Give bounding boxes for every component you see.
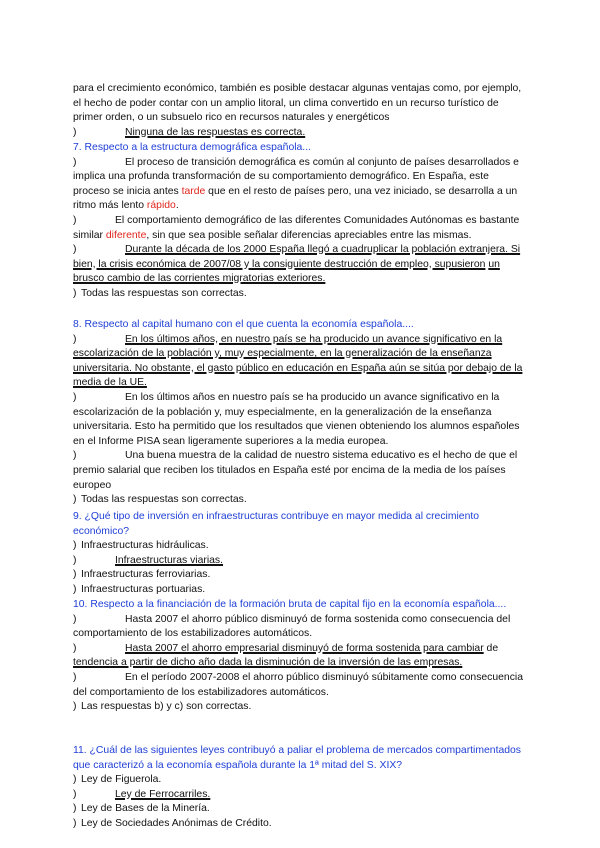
question-title: 11. ¿Cuál de las siguientes leyes contribuyó a paliar el problema de mercados compartimentados que caracterizó a la economía española durante la 1ª mitad del S. XIX? bbox=[73, 745, 521, 771]
option-a: ) Infraestructuras hidráulicas. bbox=[73, 540, 209, 552]
question-title: 9. ¿Qué tipo de inversión en infraestructuras contribuye en mayor medida al crecimiento económico? bbox=[73, 511, 480, 537]
question-7 bbox=[73, 141, 528, 302]
question-title: 7. Respecto a la estructura demográfica española... bbox=[73, 142, 311, 153]
correction-text: tarde bbox=[181, 185, 206, 197]
option-a: ) En los últimos años, en nuestro país se ha producido un avance significativo en la escolarización de la población y, muy especialmente, en la generalización de la enseñanza universitaria. No obstante, el gasto público en educación en España aún se sitúa por debajo de la media de la UE. bbox=[73, 333, 523, 389]
option-c: ) Ley de Bases de la Minería. bbox=[73, 803, 210, 815]
option-b: ) Hasta 2007 el ahorro empresarial disminuyó de forma sostenida para cambiar de tendencia a partir de dicho año dada la disminución de la inversión de las empresas. bbox=[73, 642, 499, 669]
option-text: Ninguna de las respuestas es correcta. bbox=[125, 126, 306, 138]
option-a: ) El proceso de transición demográfica es común al conjunto de países desarrollados e implica una profunda transformación de su comportamiento demográfico. En España, este proceso se inicia antes tarde que en el resto de países pero, una vez iniciado, se desarrolla a un ritmo más lento rápido. bbox=[73, 156, 519, 212]
correction-text: rápido bbox=[146, 200, 176, 212]
question-8 bbox=[73, 318, 528, 508]
option-a: ) Hasta 2007 el ahorro público disminuyó de forma sostenida como consecuencia del comportamiento de los estabilizadores automáticos. bbox=[73, 613, 511, 640]
option-c: ) Durante la década de los 2000 España llegó a cuadruplicar la población extranjera. Si bien, la crisis económica de 2007/08 y la consiguiente destrucción de empleo, supusieron un brusco cambio de las corrientes migratorias exteriores. bbox=[73, 244, 521, 285]
option-b: ) En los últimos años en nuestro país se ha producido un avance significativo en la escolarización de la población y, muy especialmente, en la generalización de la enseñanza universitaria. Esto ha permitido que los resultados que vienen obteniendo los alumnos españoles en el Informe PISA sean ligeramente superiores a la media europea. bbox=[73, 391, 520, 447]
option-b: ) Infraestructuras viarias. bbox=[73, 554, 223, 566]
option-d: ) Infraestructuras portuarias. bbox=[73, 583, 206, 595]
bullet: ) bbox=[73, 126, 77, 138]
question-10 bbox=[73, 598, 528, 715]
correction-text: diferente bbox=[105, 229, 147, 241]
option-d: ) Ley de Sociedades Anónimas de Crédito. bbox=[73, 817, 272, 829]
question-title: 8. Respecto al capital humano con el que cuenta la economía española.... bbox=[73, 319, 414, 330]
option-c: ) En el período 2007-2008 el ahorro público disminuyó súbitamente como consecuencia del comportamiento de los estabilizadores automáticos. bbox=[73, 671, 523, 698]
option-c: ) Infraestructuras ferroviarias. bbox=[73, 569, 211, 581]
question-9 bbox=[73, 510, 528, 598]
question-title: 10. Respecto a la financiación de la formación bruta de capital fijo en la economía española.... bbox=[73, 599, 507, 610]
intro-paragraph: para el crecimiento económico, también es posible destacar algunas ventajas como, por ejemplo, el hecho de poder contar con un amplio litoral, un clima convertido en un recurso turístico de primer orden, o un subsuelo rico en recursos naturales y energéticos ) Ninguna de las respuestas es correcta. bbox=[73, 82, 528, 140]
question-11 bbox=[73, 744, 528, 832]
option-d: ) Todas las respuestas son correctas. bbox=[73, 287, 247, 299]
option-b: ) Ley de Ferrocarriles. bbox=[73, 788, 211, 800]
option-c: ) Una buena muestra de la calidad de nuestro sistema educativo es el hecho de que el premio salarial que reciben los titulados en España esté por encima de la media de los países europeo bbox=[73, 450, 518, 491]
option-d: ) Todas las respuestas son correctas. bbox=[73, 494, 247, 506]
option-a: ) Ley de Figuerola. bbox=[73, 774, 162, 786]
option-d: ) Las respuestas b) y c) son correctas. bbox=[73, 701, 252, 713]
option-b: ) El comportamiento demográfico de las diferentes Comunidades Autónomas es bastante similar diferente, sin que sea posible señalar diferencias apreciables entre las mismas. bbox=[73, 214, 520, 241]
